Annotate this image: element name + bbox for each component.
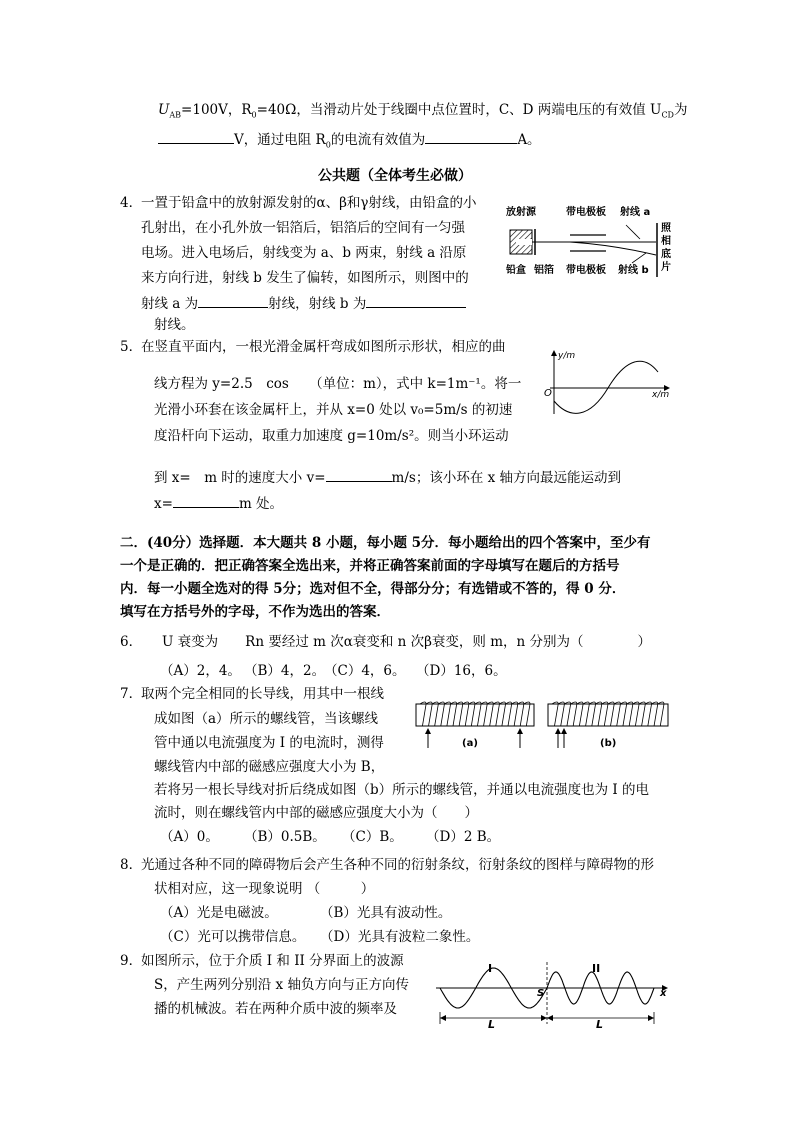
q7-line-3: 管中通以电流强度为 I 的电流时，测得 — [154, 735, 384, 751]
q5-figure — [540, 348, 680, 420]
solenoid-turn — [487, 702, 493, 726]
q7-option-d[interactable]: （D）2 B。 — [426, 829, 501, 845]
q3-blank-2[interactable] — [425, 129, 517, 144]
solenoid-turn — [469, 702, 475, 726]
q3-line-1: $U_{AB}=100V$，$R_0=40\Omega$，当滑动片处于线圈中点位置时，C、D 两端电压的有效值 $U_{CD}$为 — [158, 102, 688, 120]
q4-line-1: 一置于铅盒中的放射源发射的α、β和γ射线，由铅盒的小 — [141, 195, 477, 211]
fig4-film-char-3: 底 — [661, 249, 671, 260]
solenoid-turn — [627, 702, 633, 726]
q4-line-5: 射线 a 为 射线，射线 b 为 — [141, 293, 466, 313]
fig4-source-label: 放射源 — [506, 207, 536, 218]
public-heading: 公共题（全体考生必做） — [318, 168, 472, 184]
fig5-origin-label: O — [544, 388, 552, 399]
fig9-length-right: L — [596, 1018, 604, 1031]
solenoid-turn — [420, 702, 426, 726]
fig4-film-char-1: 照 — [661, 223, 671, 234]
solenoid-turn — [524, 702, 530, 726]
solenoid-turn — [614, 702, 620, 726]
solenoid-turn — [571, 702, 577, 726]
q4-line-6: 射线。 — [154, 317, 195, 333]
q9-figure — [436, 958, 672, 1030]
solenoid-turn — [564, 702, 570, 726]
fig4-lead-box-label: 铅盒 — [506, 265, 526, 276]
fig4-ray-b-label: 射线 b — [618, 265, 649, 276]
solenoid-turn — [451, 702, 457, 726]
q7-line-4: 螺线管内中部的磁感应强度大小为 B， — [154, 759, 385, 775]
q7-line-5: 若将另一根长导线对折后绕成如图（b）所示的螺线管，并通以电流强度也为 I 的电 — [154, 782, 650, 798]
fig5-curve — [554, 361, 658, 413]
solenoid-turn — [583, 702, 589, 726]
q6-stem: U 衰变为 Rn 要经过 m 次α衰变和 n 次β衰变，则 m，n 分别为（ ） — [162, 634, 651, 650]
fig4-film-char-2: 相 — [661, 236, 671, 247]
q7-line-1: 取两个完全相同的长导线，用其中一根线 — [141, 686, 384, 702]
solenoid-turn — [444, 702, 450, 726]
solenoid-turn — [438, 702, 444, 726]
q9-line-2: S，产生两列分别沿 x 轴负方向与正方向传 — [154, 977, 409, 993]
section2-line-3: 内．每一小题全选对的得 5分；选对但不全，得部分分；有选错或不答的，得 0 分． — [120, 581, 626, 597]
solenoid-turn — [493, 702, 499, 726]
fig9-length-left: L — [488, 1018, 496, 1031]
q3-blank-1[interactable] — [158, 129, 234, 144]
solenoid-turn — [633, 702, 639, 726]
solenoid-turn — [512, 702, 518, 726]
q4-blank-b[interactable] — [366, 293, 466, 308]
solenoid-turn — [558, 702, 564, 726]
fig7-label-a: (a) — [462, 738, 478, 749]
q5-blank-x[interactable] — [173, 493, 239, 508]
fig7-label-b: (b) — [600, 738, 617, 749]
fig4-ray-a-label: 射线 a — [620, 207, 651, 218]
q8-line-2: 状相对应，这一现象说明 （ ） — [154, 881, 375, 897]
q5-blank-v[interactable] — [326, 467, 392, 482]
q5-line-6: x= m 处。 — [154, 493, 283, 513]
q3-line-2: V，通过电阻 $R_0$的电流有效值为 A。 — [158, 129, 541, 155]
solenoid-turn — [620, 702, 626, 726]
q4-number: 4． — [120, 195, 143, 211]
q7-option-b[interactable]: （B）0.5B。 — [244, 829, 326, 845]
q7-number: 7． — [120, 686, 143, 702]
fig4-film-char-4: 片 — [661, 262, 671, 273]
solenoid-turn — [639, 702, 645, 726]
solenoid-turn — [506, 702, 512, 726]
fig4-foil-label: 铝箔 — [534, 265, 554, 276]
q7-option-c[interactable]: （C）B。 — [342, 829, 403, 845]
q4-blank-a[interactable] — [198, 293, 268, 308]
q5-number: 5． — [120, 339, 143, 355]
solenoid-turn — [552, 702, 558, 726]
q8-option-b[interactable]: （B）光具有波动性。 — [320, 905, 452, 921]
solenoid-turn — [645, 702, 651, 726]
solenoid-turn — [432, 702, 438, 726]
solenoid-turn — [481, 702, 487, 726]
section2-line-2: 一个是正确的．把正确答案全选出来，并将正确答案前面的字母填写在题后的方括号 — [120, 558, 620, 574]
fig9-region-2-label: II — [592, 962, 601, 975]
fig4-ray-b — [570, 242, 656, 255]
q6-option-b[interactable]: （B）4，2。 — [244, 663, 326, 679]
q8-option-a[interactable]: （A）光是电磁波。 — [160, 905, 278, 921]
q5-line-4: 度沿杆向下运动，取重力加速度 g=10m/s²。则当小环运动 — [154, 428, 509, 444]
q6-option-c[interactable]: （C）4，6。 — [324, 663, 406, 679]
solenoid-turn — [463, 702, 469, 726]
solenoid-turn — [658, 702, 664, 726]
q9-number: 9． — [120, 953, 143, 969]
section2-line-1: 二．(40分）选择题．本大题共 8 小题，每小题 5分．每小题给出的四个答案中，至少有 — [120, 535, 651, 551]
fig9-source-label: S — [537, 988, 545, 999]
q4-line-2: 孔射出，在小孔外放一铝箔后，铝箔后的空间有一匀强 — [141, 220, 465, 236]
solenoid-turn — [577, 702, 583, 726]
solenoid-turn — [499, 702, 505, 726]
fig9-region-1-label: I — [488, 962, 493, 975]
q4-line-4: 来方向行进，射线 b 发生了偏转，如图所示，则图中的 — [141, 270, 469, 286]
solenoid-turn — [608, 702, 614, 726]
q5-line-5: 到 x= m 时的速度大小 v= m/s；该小环在 x 轴方向最远能运动到 — [154, 467, 621, 487]
fig9-axis-label: x — [660, 988, 667, 999]
q7-line-6: 流时，则在螺线管内中部的磁感应强度大小为（ ） — [154, 805, 478, 821]
solenoid-turn — [602, 702, 608, 726]
section2-line-4: 填写在方括号外的字母，不作为选出的答案． — [120, 604, 390, 620]
q7-figure — [410, 698, 672, 756]
solenoid-turn — [596, 702, 602, 726]
q9-line-3: 播的机械波。若在两种介质中波的频率及 — [154, 1001, 397, 1017]
q5-line-3: 光滑小环套在该金属杆上，并从 x=0 处以 v₀=5m/s 的初速 — [154, 402, 513, 418]
solenoid-turn — [518, 702, 524, 726]
q7-option-a[interactable]: （A）0。 — [160, 829, 219, 845]
solenoid-turn — [652, 702, 658, 726]
fig4-plate-top-label: 带电极板 — [566, 207, 606, 218]
q4-line-3: 电场。进入电场后，射线变为 a、b 两束，射线 a 沿原 — [141, 245, 467, 261]
q4-figure — [504, 203, 674, 281]
fig5-y-label: y/m — [558, 351, 576, 361]
q8-line-1: 光通过各种不同的障碍物后会产生各种不同的衍射条纹，衍射条纹的图样与障碍物的形 — [141, 857, 654, 873]
q5-line-1: 在竖直平面内，一根光滑金属杆弯成如图所示形状，相应的曲 — [141, 339, 506, 355]
fig4-plate-bottom-label: 带电极板 — [566, 265, 606, 276]
q6-option-a[interactable]: （A）2，4。 — [160, 663, 241, 679]
q6-option-d[interactable]: （D）16，6。 — [416, 663, 507, 679]
solenoid-turn — [426, 702, 432, 726]
solenoid-turn — [589, 702, 595, 726]
fig5-x-label: x/m — [652, 390, 670, 400]
solenoid-turn — [457, 702, 463, 726]
solenoid-turn — [475, 702, 481, 726]
q7-line-2: 成如图（a）所示的螺线管，当该螺线 — [154, 711, 379, 727]
q8-option-d[interactable]: （D）光具有波粒二象性。 — [320, 929, 480, 945]
q6-number: 6． — [120, 634, 143, 650]
q8-number: 8． — [120, 857, 143, 873]
q8-option-c[interactable]: （C）光可以携带信息。 — [160, 929, 306, 945]
q5-line-2: 线方程为 y=2.5 cos （单位：m），式中 k=1m⁻¹。将一 — [154, 376, 522, 392]
q9-line-1: 如图所示，位于介质 I 和 II 分界面上的波源 — [141, 953, 404, 969]
